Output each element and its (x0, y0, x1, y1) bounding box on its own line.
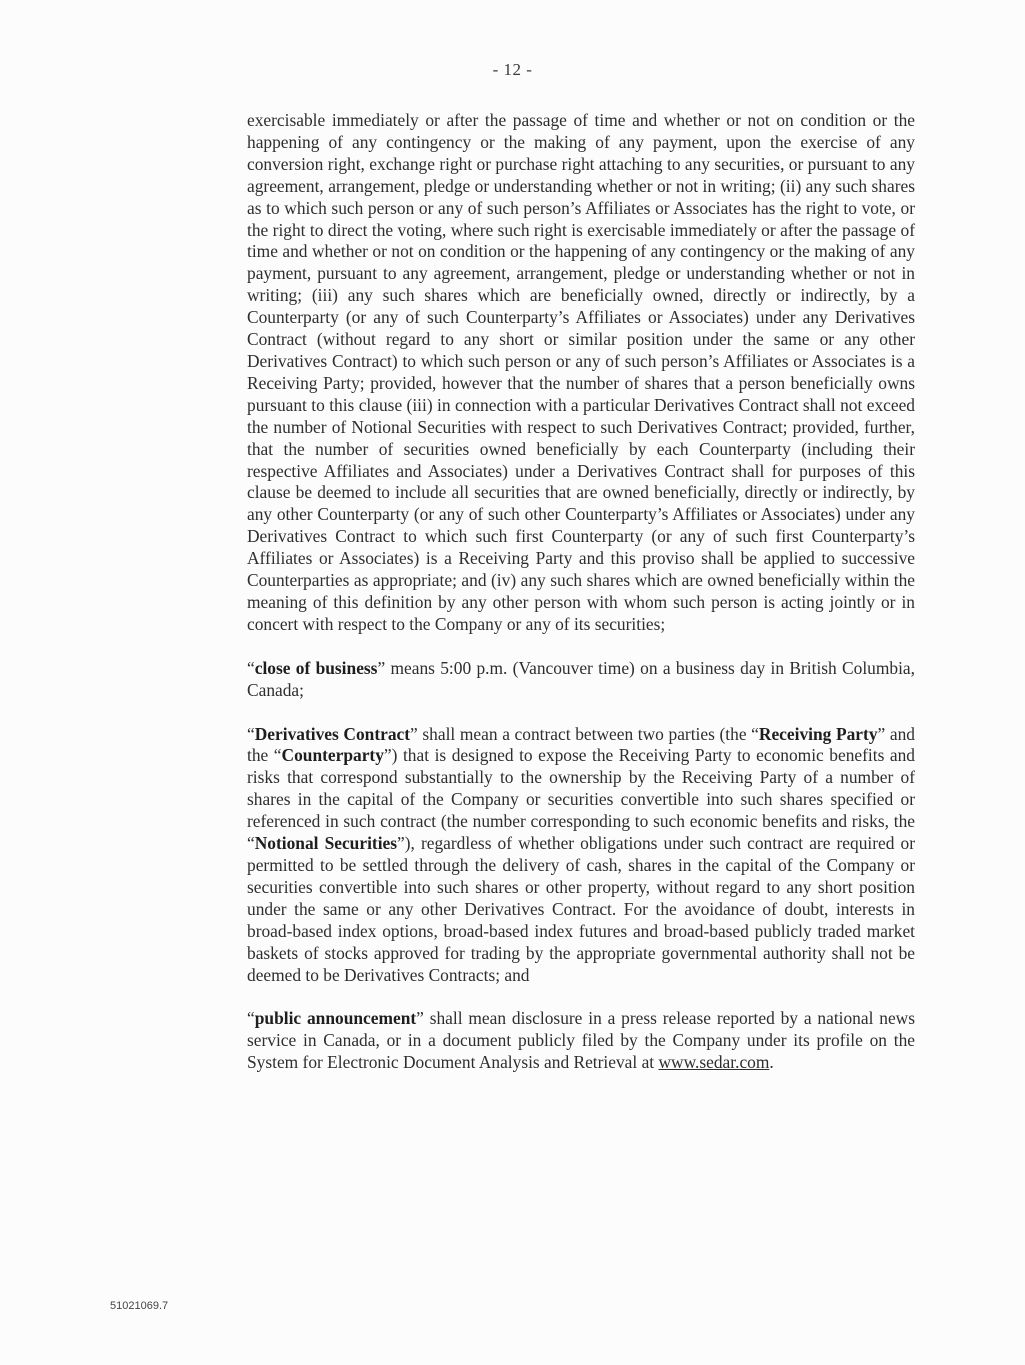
defined-term: Counterparty (281, 745, 384, 766)
page-number: - 12 - (492, 60, 533, 79)
definition-close-of-business: “close of business” means 5:00 p.m. (Vancouver time) on a business day in British Columbia, Canada; (247, 657, 915, 700)
defined-term: Receiving Party (758, 723, 878, 744)
defined-term: Derivatives Contract (254, 723, 411, 744)
definition-continuation-paragraph: exercisable immediately or after the passage of time and whether or not on condition or the happening of any contingency or the making of any payment, upon the exercise of any conversion right, exchange right or purchase right attaching to any securities, or pursuant to any agreement, arrangement, pledge or understanding whether or not in writing; (ii) any such shares as to which such person or any of such person’s Affiliates or Associates has the right to vote, or the right to direct the voting, where such right is exercisable immediately or after the passage of time and whether or not on condition or the happening of any contingency or the making of any payment, pursuant to any agreement, arrangement, pledge or understanding whether or not in writing; (iii) any such shares which are beneficially owned, directly or indirectly, by a Counterparty (or any of such Counterparty’s Affiliates or Associates) under any Derivatives Contract (without regard to any short or similar position under the same or any other Derivatives Contract) to which such person or any of such person’s Affiliates or Associates is a Receiving Party; provided, however that the number of shares that a person beneficially owns pursuant to this clause (iii) in connection with a particular Derivatives Contract shall not exceed the number of Notional Securities with respect to such Derivatives Contract; provided, further, that the number of securities owned beneficially by each Counterparty (including their respective Affiliates and Associates) under a Derivatives Contract shall for purposes of this clause be deemed to include all securities that are owned beneficially, directly or indirectly, by any other Counterparty (or any of such other Counterparty’s Affiliates or Associates) under any Derivatives Contract to which such first Counterparty (or any of such first Counterparty’s Affiliates or Associates) is a Receiving Party and this proviso shall be applied to successive Counterparties as appropriate; and (iv) any such shares which are owned beneficially within the meaning of this definition by any other person with whom such person is acting jointly or in concert with respect to the Company or any of its securities; (247, 110, 915, 634)
defined-term: Notional Securities (254, 833, 398, 854)
document-body (247, 110, 915, 1096)
definition-public-announcement: “public announcement” shall mean disclosure in a press release reported by a national news service in Canada, or in a document publicly filed by the Company under its profile on the System for Electronic Document Analysis and Retrieval at www.sedar.com. (247, 1008, 915, 1073)
sedar-link[interactable]: www.sedar.com (658, 1052, 770, 1073)
definition-derivatives-contract: “Derivatives Contract” shall mean a contract between two parties (the “Receiving Party” and the “Counterparty”) that is designed to expose the Receiving Party to economic benefits and risks that correspond substantially to the ownership by the Receiving Party of a number of shares in the capital of the Company or securities convertible into such shares specified or referenced in such contract (the number corresponding to such economic benefits and risks, the “Notional Securities”), regardless of whether obligations under such contract are required or permitted to be settled through the delivery of cash, shares in the capital of the Company or securities convertible into such shares or other property, without regard to any short position under the same or any other Derivatives Contract. For the avoidance of doubt, interests in broad-based index options, broad-based index futures and broad-based publicly traded market baskets of stocks approved for trading by the appropriate governmental authority shall not be deemed to be Derivatives Contracts; and (247, 723, 916, 985)
document-id: 51021069.7 (110, 1300, 169, 1312)
defined-term: close of business (254, 657, 378, 678)
defined-term: public announcement (254, 1008, 417, 1029)
